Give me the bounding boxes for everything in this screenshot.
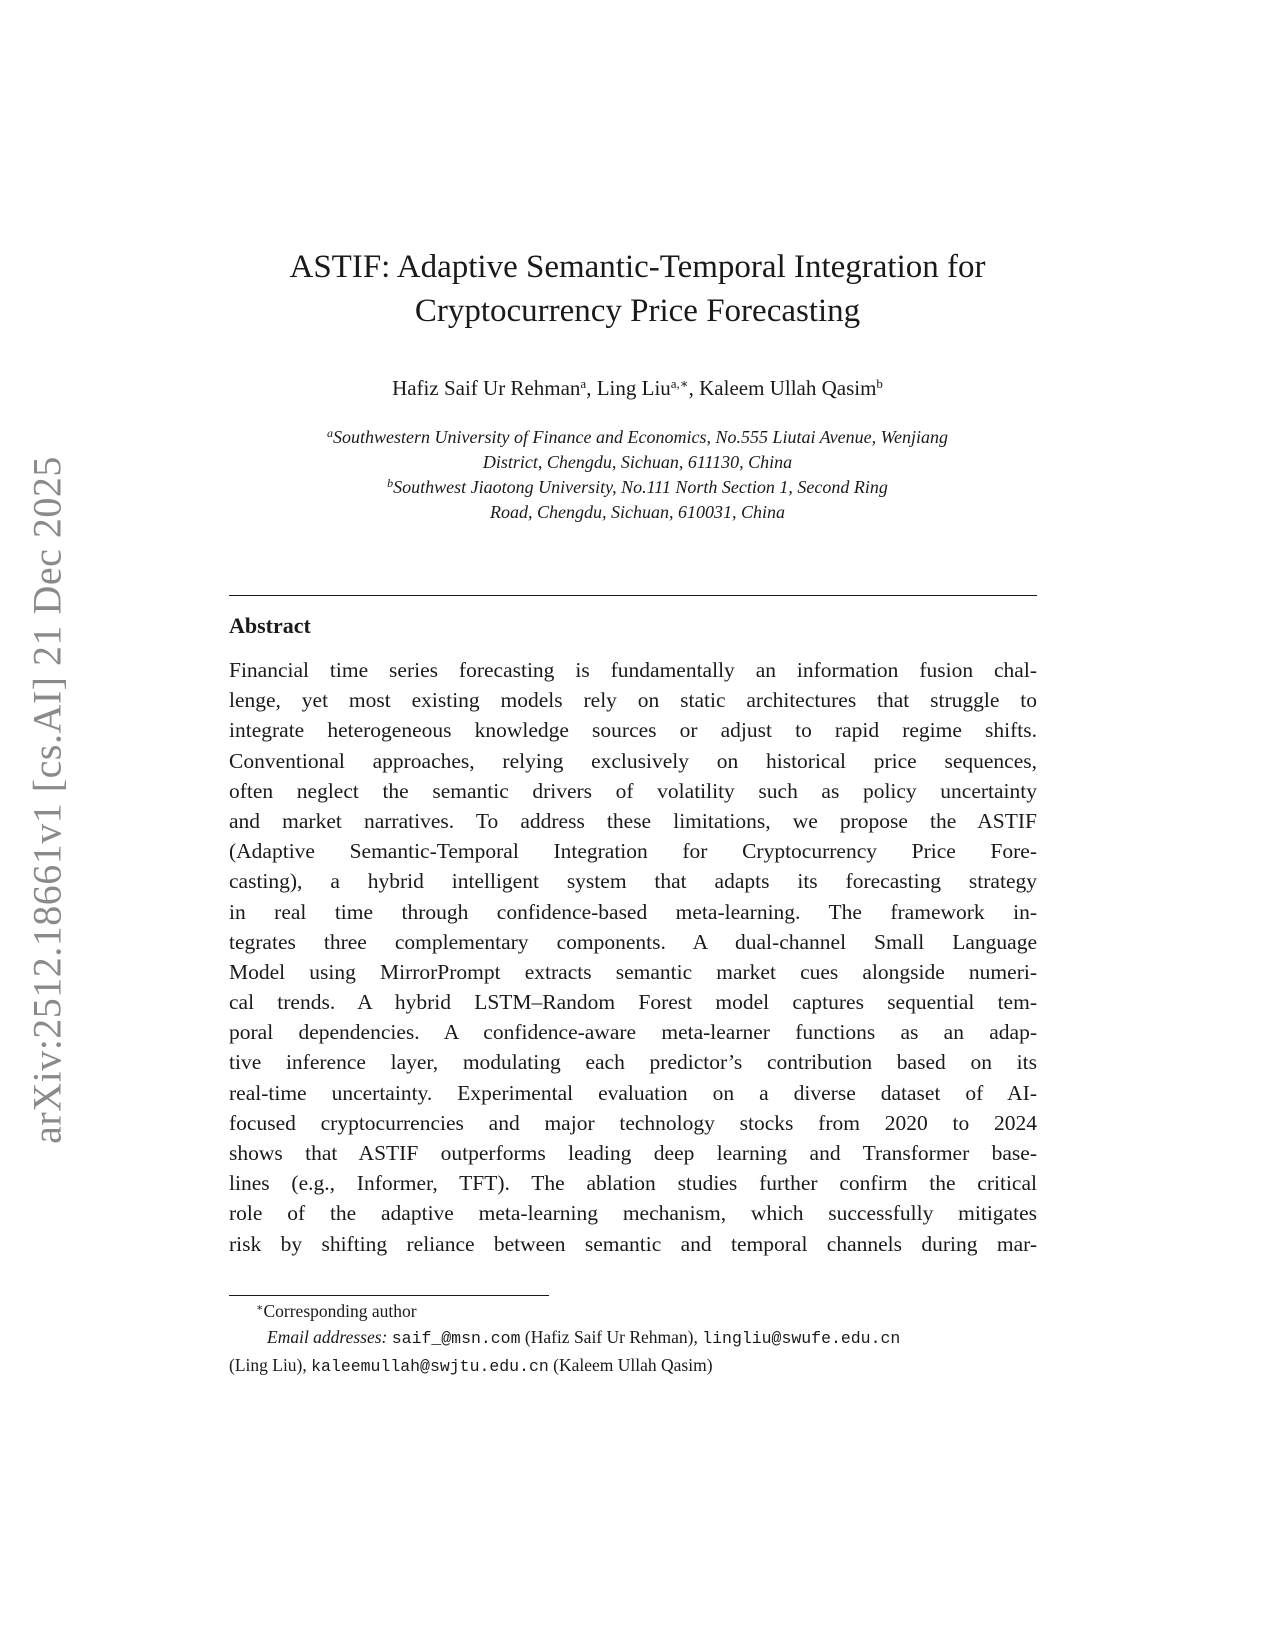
email-line-1 [229,1324,1037,1352]
affiliation-a-line-1 [170,425,1105,450]
email-owner: (Kaleem Ullah Qasim) [553,1355,713,1375]
corresponding-mark: ∗ [256,1302,264,1314]
arxiv-identifier: arXiv:2512.18661v1 [cs.AI] 21 Dec 2025 [24,456,70,1144]
abstract-heading: Abstract [229,613,311,638]
abstract-line: casting), a hybrid intelligent system that adapts its forecasting strategy [229,869,1037,894]
abstract-line: role of the adaptive meta-learning mechanism, which successfully mitigates [229,1201,1037,1226]
abstract-line: lines (e.g., Informer, TFT). The ablation studies further confirm the critical [229,1171,1037,1196]
abstract-top-rule [229,595,1037,596]
footnote-rule [229,1295,549,1296]
abstract-line: tive inference layer, modulating each predictor’s contribution based on its [229,1050,1037,1075]
footnote [229,1298,1037,1380]
corresponding-author-note [229,1298,1037,1324]
affiliation-b-line-1 [170,475,1105,500]
abstract-line: in real time through confidence-based meta-learning. The framework in- [229,899,1037,924]
author-name: Ling Liu [596,376,671,400]
affiliation-b-line-2: Road, Chengdu, Sichuan, 610031, China [490,502,785,522]
email-link[interactable]: kaleemullah@swjtu.edu.cn [311,1357,549,1376]
title-line-1: ASTIF: Adaptive Semantic-Temporal Integration for [289,249,986,285]
abstract-body [229,655,1037,1259]
author-affiliation-mark: a [580,376,587,391]
email-owner: (Ling Liu), [229,1355,307,1375]
author-name: Kaleem Ullah Qasim [699,376,877,400]
author-name: Hafiz Saif Ur Rehman [392,376,581,400]
paper-title [170,245,1105,333]
author-affiliation-mark: b [876,376,883,391]
affiliation-text: Southwestern University of Finance and Economics, No.555 Liutai Avenue, Wenjiang [333,427,948,447]
email-label: Email addresses: [267,1327,388,1347]
abstract-line: Conventional approaches, relying exclusively on historical price sequences, [229,748,1037,773]
abstract-line: tegrates three complementary components. A dual-channel Small Language [229,929,1037,954]
email-link[interactable]: lingliu@swufe.edu.cn [702,1329,901,1348]
abstract-line: real-time uncertainty. Experimental evaluation on a diverse dataset of AI- [229,1080,1037,1105]
affiliation-text: Southwest Jiaotong University, No.111 North Section 1, Second Ring [393,477,888,497]
abstract-line: often neglect the semantic drivers of volatility such as policy uncertainty [229,778,1037,803]
author-list: Hafiz Saif Ur Rehman$^a$, Ling Liu$^{a,∗}$, Kaleem Ullah Qasim$^b$ [392,376,883,400]
abstract-line: cal trends. A hybrid LSTM–Random Forest model captures sequential tem- [229,990,1037,1015]
title-line-2: Cryptocurrency Price Forecasting [414,293,861,329]
abstract-line: Model using MirrorPrompt extracts semantic market cues alongside numeri- [229,959,1037,984]
affiliation-a-line-2: District, Chengdu, Sichuan, 611130, China [482,452,793,472]
author-affiliation-mark: a,∗ [670,376,689,391]
abstract-line: focused cryptocurrencies and major technology stocks from 2020 to 2024 [229,1110,1037,1135]
email-owner: (Hafiz Saif Ur Rehman), [524,1327,698,1347]
abstract-line: lenge, yet most existing models rely on static architectures that struggle to [229,688,1037,713]
corresponding-author-text: Corresponding author [263,1301,417,1321]
email-link[interactable]: saif_@msn.com [391,1329,521,1348]
affiliation-mark: a [327,426,334,440]
abstract-line: shows that ASTIF outperforms leading deep learning and Transformer base- [229,1141,1037,1165]
abstract-line: Financial time series forecasting is fundamentally an information fusion chal- [229,658,1037,682]
affiliation-mark: b [387,476,394,490]
abstract-line: and market narratives. To address these limitations, we propose the ASTIF [229,808,1037,833]
affiliation-list [170,425,1105,525]
email-line-2 [229,1352,1037,1380]
abstract-line: (Adaptive Semantic-Temporal Integration for Cryptocurrency Price Fore- [229,839,1037,864]
abstract-line: poral dependencies. A confidence-aware meta-learner functions as an adap- [229,1020,1037,1045]
abstract-line: integrate heterogeneous knowledge sources or adjust to rapid regime shifts. [229,718,1037,743]
abstract-line: risk by shifting reliance between semantic and temporal channels during mar- [229,1231,1037,1256]
